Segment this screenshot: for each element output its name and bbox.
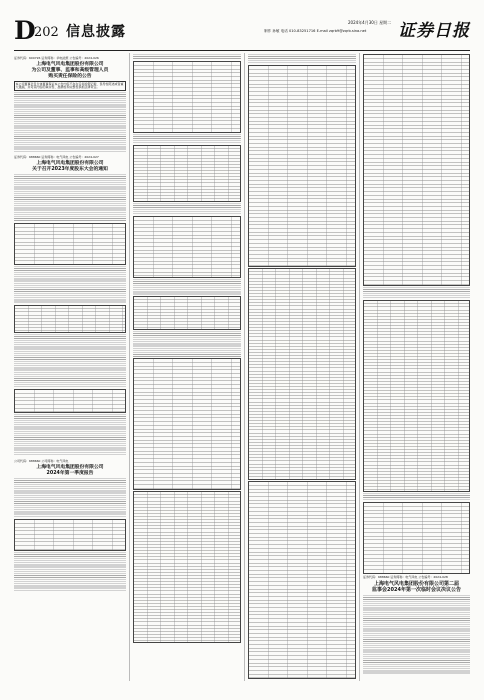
body-text xyxy=(133,331,241,357)
announcement-title: 上海电气风电集团股份有限公司第二届 监事会2024年第一次临时会议决议公告 xyxy=(372,581,461,594)
column-3 xyxy=(248,53,356,681)
parent-company-table xyxy=(363,300,470,492)
issue-date: 2024年4月30日 星期二 xyxy=(348,20,392,25)
data-table xyxy=(14,223,126,265)
column-divider xyxy=(129,53,130,681)
announcement-title: 上海电气风电集团股份有限公司 关于召开2023年度股东大会的通知 xyxy=(32,161,108,172)
body-text xyxy=(133,279,241,295)
cash-flow-table xyxy=(363,54,470,286)
balance-sheet-table xyxy=(133,491,241,643)
body-text xyxy=(14,174,126,222)
announcement-code-line: 证券代码：688660 证券简称：电气风电 公告编号：2024-027 xyxy=(14,155,99,159)
masthead-logo: 证券日报 xyxy=(398,21,470,41)
section-letter: D xyxy=(14,16,36,45)
announcement-title: 上海电气风电集团股份有限公司 为公司及董事、监事和高级管理人员 购买责任保险的公告 xyxy=(31,62,109,79)
section-title: 信息披露 xyxy=(66,24,126,40)
body-text xyxy=(14,552,126,592)
data-table xyxy=(14,519,126,551)
column-2 xyxy=(133,53,241,681)
income-statement-table xyxy=(248,268,356,480)
financial-table xyxy=(133,61,241,133)
body-text xyxy=(248,54,356,64)
data-table xyxy=(14,305,126,333)
column-1 xyxy=(14,53,126,681)
column-4 xyxy=(363,53,470,681)
body-text xyxy=(14,92,126,152)
announcement-code-line: 证券代码：600726 证券简称：华电能源 公告编号：2024-026 xyxy=(14,56,99,60)
board-statement: 本公司董事会及全体董事保证本公告内容不存在任何虚假记载、误导性陈述或者重大遗漏，并对其内容的真实性、准确性和完整性承担法律责任。 xyxy=(14,81,126,91)
financial-table xyxy=(133,216,241,278)
body-text xyxy=(14,478,126,518)
announcement-code-line: 公司代码：688660 公司简称：电气风电 xyxy=(14,459,69,463)
body-text xyxy=(363,595,470,675)
announcement-code-line: 证券代码：688660 证券简称：电气风电 公告编号：2024-028 xyxy=(363,575,448,579)
body-text xyxy=(133,54,241,60)
income-statement-table xyxy=(248,65,356,267)
page-number: 202 xyxy=(34,25,59,40)
body-text xyxy=(133,203,241,215)
body-text xyxy=(14,414,126,456)
body-text xyxy=(133,134,241,144)
header-rule xyxy=(14,50,470,51)
body-text xyxy=(14,334,126,388)
balance-sheet-table xyxy=(133,358,241,490)
cash-flow-table xyxy=(248,481,356,679)
column-divider xyxy=(244,53,245,681)
body-text xyxy=(363,493,470,501)
financial-table xyxy=(133,145,241,202)
announcement-title: 上海电气风电集团股份有限公司 2024年第一季度报告 xyxy=(36,465,104,476)
page-header xyxy=(14,18,470,48)
body-text xyxy=(363,287,470,299)
data-table xyxy=(14,389,126,413)
column-divider xyxy=(359,53,360,681)
parent-company-table xyxy=(363,502,470,574)
body-text xyxy=(14,266,126,304)
financial-table xyxy=(133,296,241,330)
contact-line: 制作 孙敏 电话 010-83251716 E-mail zqrb9@zqrb.sina.net xyxy=(264,29,367,33)
